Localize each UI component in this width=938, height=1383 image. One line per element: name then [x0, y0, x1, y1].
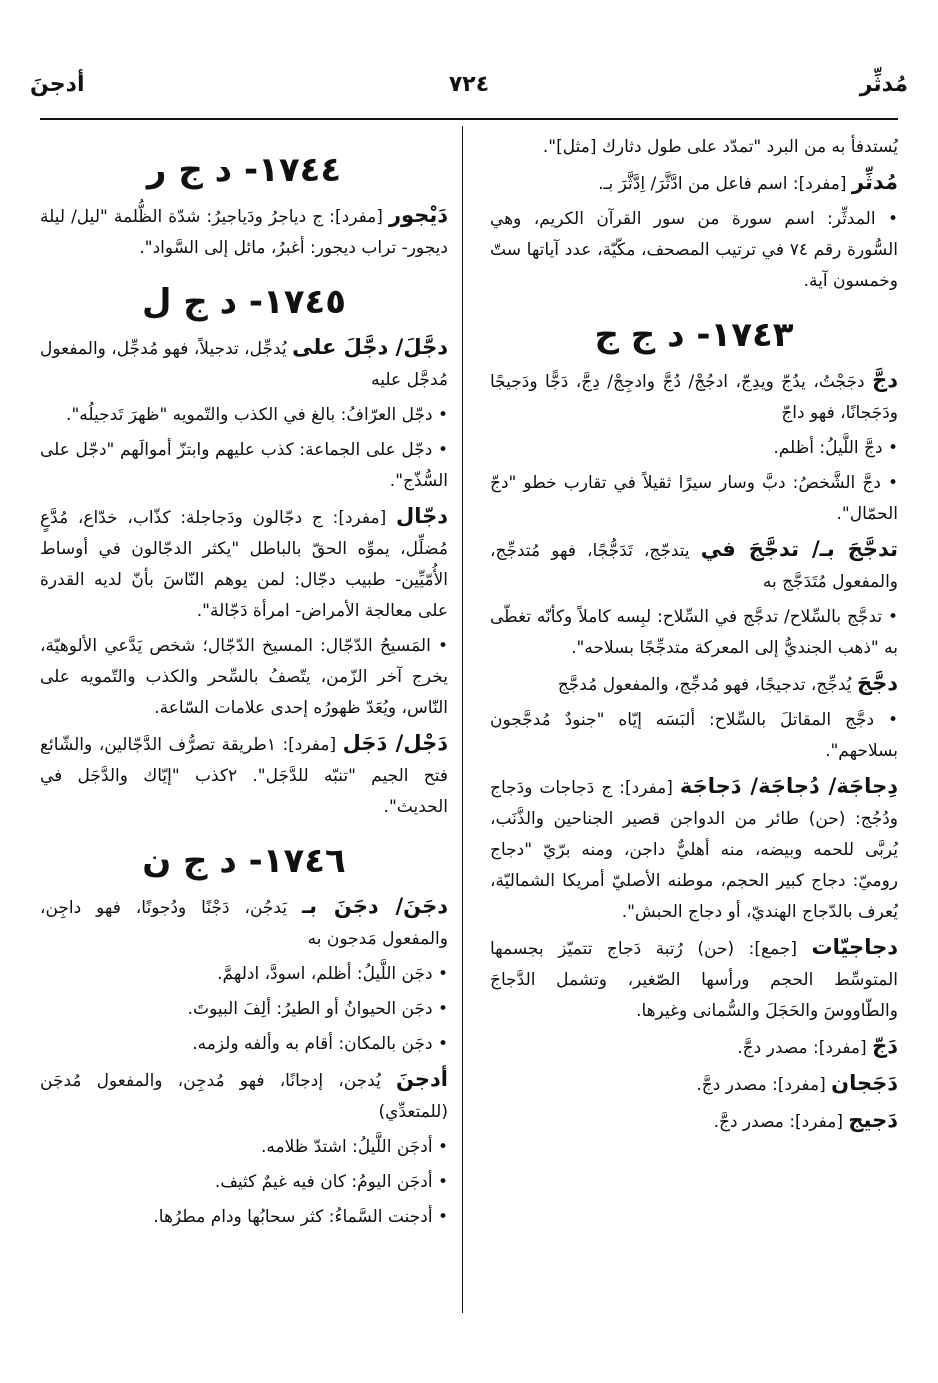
- entry-text: يُدجِّل، تدجيلاً، فهو مُدجِّل، والمفعول مُدجَّل عليه: [40, 339, 448, 390]
- dictionary-entry: [40, 728, 448, 823]
- dictionary-entry: [490, 365, 898, 429]
- entry-headword: دجاجيّات: [811, 935, 898, 959]
- entry-text: • أدجَن اليومُ: كان فيه غيمٌ كثيف.: [214, 1172, 448, 1192]
- entry-headword: دجَّجَ: [856, 671, 898, 695]
- entry-text: [جمع]: (حن) رُتبة دَجاج تتميّز بجسمها المتوسِّط الحجم ورأسها الصّغير، وتشمل الدَّجاجَ والطّاووسَ والحَجَلَ والسُّمانى وغيرها.: [490, 939, 898, 1021]
- entry-headword: دَجَجان: [831, 1071, 898, 1095]
- entry-headword: دجّال: [395, 504, 448, 528]
- entry-text: • دجَّ الشَّخصُ: دبَّ وسار سيرًا ثقيلاً في تقارب خطو "دجّ الحمّال".: [490, 473, 898, 524]
- entry-headword: أدجنَ: [395, 1067, 448, 1091]
- entry-headword: دِجاجَة/ دُجاجَة/ دَجاجَة: [679, 774, 898, 798]
- running-head-right: مُدثِّر: [859, 72, 908, 97]
- entry-text: [مفرد]: ج دجّالون ودَجاجلة: كذّاب، خدّاع، مُدَّعٍ مُضلِّل، يموِّه الحقّ بالباطل "يكثر الدجّالون في أوساط الأُمّيِّين- طبيب دجّال: لمن يوهم النّاسَ بأنّ لديه القدرة على معالجة الأمراض- امرأة دَجّالة".: [40, 508, 448, 621]
- dictionary-entry: [490, 1105, 898, 1138]
- dictionary-entry: [490, 1031, 898, 1064]
- entry-text: [مفرد]: مصدر دجَّ.: [737, 1038, 873, 1058]
- definition-text: [40, 1202, 448, 1233]
- root-heading: ١٧٤٥- د ج ل: [141, 282, 347, 322]
- entry-text: • دجَن الحيوانُ أو الطيرُ: ألِفَ البيوتَ.: [187, 999, 448, 1019]
- entry-text: • المَسيحُ الدّجّال: المسيخ الدّجّال؛ شخص يَدَّعي الألوهيّة، يخرج آخر الزّمن، يتّصفُ بالسِّحر والكذب والتّمويه على النّاس، ويُعَدّ ظهورُه إحدى علامات السّاعة.: [40, 636, 448, 718]
- root-heading: ١٧٤٤- د ج ر: [146, 150, 342, 190]
- entry-text: يتدجّج، تَدَجُّجًا، فهو مُتدجِّج، والمفعول مُتَدَجَّج به: [490, 541, 898, 592]
- definition-text: [40, 1029, 448, 1060]
- entry-text: [مفرد]: ج دَجاجات ودَجاج ودُجُج: (حن) طائر من الدواجن قصير الجناحين والذَّنَب، يُربَّى للحمه وبيضه، منه أهليٌّ داجن، ومنه برّيّ "دجاج روميّ: دجاج كبير الحجم، موطنه الأصليّ أمريكا الشماليّة، يُعرف بالدّجاج الهنديّ، أو دجاج الحبش".: [490, 778, 898, 922]
- header-rule: [40, 118, 898, 120]
- entry-text: • أدجَن اللَّيلُ: اشتدّ ظلامه.: [261, 1137, 448, 1157]
- root-heading: ١٧٤٣- د ج ج: [594, 315, 794, 355]
- entry-text: • المدثِّر: اسم سورة من سور القرآن الكريم، وهي السُّورة رقم ٧٤ في ترتيب المصحف، مكّيّة، عدد آياتها ستّ وخمسون آية.: [490, 209, 898, 291]
- dictionary-entry: [490, 668, 898, 701]
- dictionary-entry: [490, 932, 898, 1027]
- definition-text: [40, 1132, 448, 1163]
- dictionary-entry: [490, 771, 898, 928]
- entry-headword: دجَّ: [872, 368, 898, 392]
- entry-headword: دجَّلَ/ دجَّلَ على: [292, 335, 448, 359]
- right-column: [490, 132, 898, 1313]
- dictionary-entry: [40, 200, 448, 264]
- entry-text: • دجَن بالمكان: أقام به وألفه ولزمه.: [192, 1034, 448, 1054]
- entry-headword: دَجْل/ دَجَل: [342, 731, 448, 755]
- definition-text: [40, 400, 448, 431]
- entry-text: يُدجن، إدجانًا، فهو مُدجِن، والمفعول مُدجَن (للمتعدِّي): [40, 1071, 448, 1122]
- definition-text: [40, 631, 448, 724]
- dictionary-entry: [490, 167, 898, 200]
- definition-text: [40, 994, 448, 1025]
- entry-text: • تدجَّج بالسِّلاح/ تدجَّج في السِّلاح: لبِسه كاملاً وكأنّه تغطّى به "ذهب الجنديُّ إلى المعركة متدجِّجًا بسلاحه".: [490, 607, 898, 658]
- entry-text: • دجَّج المقاتلَ بالسِّلاح: ألبَسَه إيّاه "جنودٌ مُدجَّجون بسلاحهم".: [490, 710, 898, 761]
- definition-text: [490, 602, 898, 664]
- definition-text: [40, 435, 448, 497]
- entry-text: [مفرد]: اسم فاعل من ادَّثَّرَ/ اِدَّثَّرَ بـ.: [598, 174, 852, 194]
- entry-headword: دَجّ: [872, 1034, 898, 1058]
- column-divider: [462, 126, 463, 1313]
- definition-text: [490, 468, 898, 530]
- entry-text: [مفرد]: ١طريقة تصرُّف الدَّجّالين، والشّائع فتح الجيم "تنبّه للدَّجَل". ٢كذب "إيّاك والدَّجَل في الحديث".: [40, 735, 448, 817]
- definition-text: [490, 204, 898, 297]
- entry-text: يُدجِّج، تدجيجًا، فهو مُدجِّج، والمفعول مُدجَّج: [557, 675, 857, 695]
- entry-text: • أدجنت السَّماءُ: كثر سحابُها ودام مطرُها.: [153, 1207, 448, 1227]
- entry-text: يَدجُن، دَجْنًا ودُجونًا، فهو داجِن، والمفعول مَدجون به: [40, 898, 448, 949]
- entry-headword: دجَنَ/ دجَنَ بـ: [302, 894, 448, 918]
- dictionary-entry: [490, 534, 898, 598]
- entry-text: يُستدفأ به من البرد "تمدّد على طول دثارك [مثل]".: [542, 137, 898, 157]
- entry-text: دجَجْتُ، يدُجّ ويدِجّ، ادجُجْ/ دُجَّ وادجِجْ/ دِجَّ، دَجًّا ودَجيجًا ودَجَجانًا، فهو داجّ: [490, 372, 898, 423]
- entry-text: • دجّل العرّافُ: بالغ في الكذب والتّمويه "ظهرَ تَدجيلُه".: [66, 405, 448, 425]
- left-column: [40, 132, 448, 1313]
- entry-headword: تدجَّجَ بـ/ تدجَّجَ في: [700, 537, 898, 561]
- entry-text: • دجّل على الجماعة: كذب عليهم وابتزّ أموالَهم "دجّل على السُّذّج".: [40, 440, 448, 491]
- entry-text: • دجَّ اللَّيلُ: أظلم.: [773, 438, 898, 458]
- dictionary-entry: [40, 332, 448, 396]
- entry-headword: دَجيج: [848, 1108, 898, 1132]
- entry-text: [مفرد]: مصدر دجَّ.: [713, 1112, 849, 1132]
- entry-text: [مفرد]: ج دياجرُ ودَياجيرُ: شدّة الظُّلمة "ليل/ ليلة ديجور- تراب ديجور: أغبرُ، مائل إلى السَّواد".: [40, 207, 448, 258]
- dictionary-entry: [40, 1064, 448, 1128]
- page-header: [30, 72, 908, 112]
- dictionary-entry: [40, 891, 448, 955]
- definition-text: [490, 132, 898, 163]
- running-head-left: أدجنَ: [30, 72, 85, 97]
- entry-text: [مفرد]: مصدر دجَّ.: [696, 1075, 832, 1095]
- entry-text: • دجَن اللَّيلُ: أظلم، اسودَّ، ادلهمَّ.: [217, 964, 448, 984]
- entry-headword: دَيْجور: [388, 203, 448, 227]
- page-number: ٧٢٤: [448, 72, 490, 97]
- definition-text: [490, 705, 898, 767]
- definition-text: [40, 1167, 448, 1198]
- dictionary-entry: [490, 1068, 898, 1101]
- definition-text: [490, 433, 898, 464]
- dictionary-entry: [40, 501, 448, 627]
- entry-headword: مُدثِّر: [851, 170, 898, 194]
- root-heading: ١٧٤٦- د ج ن: [142, 841, 346, 881]
- definition-text: [40, 959, 448, 990]
